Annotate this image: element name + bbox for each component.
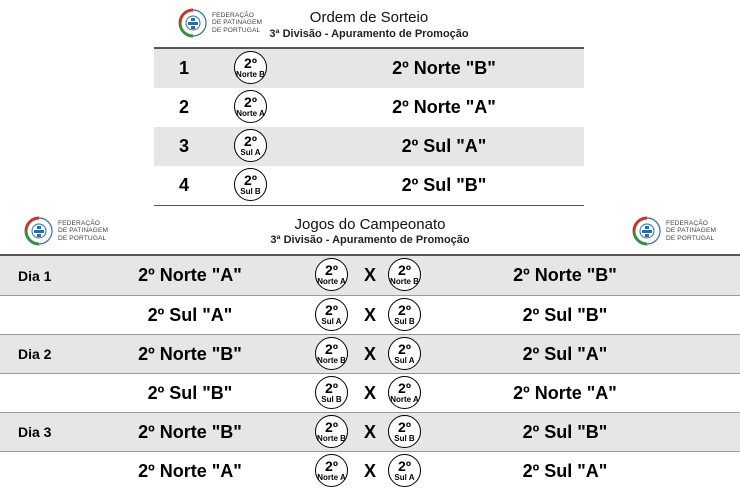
- draw-number: 3: [178, 136, 189, 156]
- games-list: [0, 256, 740, 490]
- away-badge-group: Norte B: [390, 277, 419, 286]
- draw-number: 1: [178, 58, 189, 78]
- games-subtitle: 3ª Divisão - Apuramento de Promoção: [270, 234, 470, 246]
- home-badge-wrap: [315, 376, 348, 409]
- away-badge-group: Norte A: [390, 395, 419, 404]
- game-home-team: 2º Norte "A": [138, 265, 242, 285]
- home-badge: [315, 454, 348, 487]
- draw-team-name: 2º Norte "A": [392, 97, 496, 117]
- draw-badge-wrap: [234, 51, 267, 84]
- home-badge-group: Norte B: [317, 434, 346, 443]
- away-badge: [388, 415, 421, 448]
- game-versus: X: [363, 460, 376, 481]
- draw-badge-rank: 2º: [244, 172, 257, 188]
- away-badge-wrap: [388, 298, 421, 331]
- draw-number: 4: [178, 175, 189, 195]
- game-away-team: 2º Norte "A": [513, 382, 617, 403]
- logo-line-3: DE PORTUGAL: [58, 234, 107, 242]
- draw-title: Ordem de Sorteio: [309, 9, 429, 26]
- home-badge-wrap: [315, 454, 348, 487]
- draw-badge-wrap: [234, 90, 267, 123]
- draw-badge-rank: 2º: [244, 94, 257, 110]
- logo-line-3: DE PORTUGAL: [212, 26, 261, 34]
- draw-badge-wrap: [234, 168, 267, 201]
- game-away-team: 2º Sul "A": [522, 343, 608, 364]
- draw-order-panel: [154, 0, 584, 206]
- draw-badge: [234, 168, 267, 201]
- away-badge: [388, 454, 421, 487]
- home-badge-rank: 2º: [325, 419, 338, 435]
- game-versus: X: [363, 265, 376, 285]
- game-row: [0, 295, 740, 334]
- away-badge: [388, 298, 421, 331]
- home-badge-wrap: [315, 337, 348, 370]
- logo-line-3: DE PORTUGAL: [666, 234, 715, 242]
- draw-row: [154, 127, 584, 166]
- logo-line-2: DE PATINAGEM: [58, 227, 109, 235]
- draw-header: [154, 0, 584, 49]
- home-badge-group: Sul A: [321, 317, 342, 326]
- away-badge: [388, 258, 421, 291]
- game-home-team: 2º Norte "B": [138, 343, 242, 364]
- draw-badge: [234, 51, 267, 84]
- game-away-team: 2º Sul "B": [522, 304, 608, 325]
- game-row: [0, 451, 740, 490]
- logo-line-2: DE PATINAGEM: [212, 19, 263, 27]
- away-badge-rank: 2º: [398, 458, 411, 474]
- game-home-team: 2º Sul "A": [147, 304, 233, 325]
- games-title: Jogos do Campeonato: [294, 216, 446, 233]
- draw-number: 2: [178, 97, 189, 117]
- home-badge-group: Norte B: [317, 356, 346, 365]
- away-badge: [388, 376, 421, 409]
- game-home-team: 2º Norte "A": [138, 460, 242, 481]
- game-day: Dia 1: [18, 267, 52, 284]
- game-versus: X: [363, 304, 376, 325]
- game-row: [0, 256, 740, 295]
- draw-row: [154, 49, 584, 88]
- away-badge-wrap: [388, 415, 421, 448]
- away-badge-rank: 2º: [398, 302, 411, 318]
- draw-team-name: 2º Sul "A": [401, 136, 487, 156]
- game-row: [0, 373, 740, 412]
- game-versus: X: [363, 343, 376, 364]
- home-badge-group: Sul B: [321, 395, 342, 404]
- away-badge-group: Sul B: [394, 317, 415, 326]
- logo-line-1: FEDERAÇÃO: [666, 219, 708, 227]
- logo-line-2: DE PATINAGEM: [666, 227, 717, 235]
- federation-logo-icon: [632, 216, 662, 246]
- home-badge-wrap: [315, 258, 348, 291]
- home-badge-rank: 2º: [325, 302, 338, 318]
- home-badge-group: Norte A: [317, 473, 346, 482]
- draw-badge-rank: 2º: [244, 55, 257, 71]
- draw-team-name: 2º Norte "B": [392, 58, 496, 78]
- game-row: [0, 412, 740, 451]
- draw-row: [154, 88, 584, 127]
- game-day: Dia 2: [18, 346, 52, 362]
- draw-subtitle: 3ª Divisão - Apuramento de Promoção: [269, 28, 469, 40]
- draw-badge-group: Norte B: [236, 70, 265, 79]
- home-badge: [315, 298, 348, 331]
- federation-logo-text-right: [666, 220, 716, 242]
- home-badge-rank: 2º: [325, 380, 338, 396]
- away-badge-wrap: [388, 337, 421, 370]
- draw-badge: [234, 90, 267, 123]
- draw-row: [154, 166, 584, 206]
- draw-badge-group: Norte A: [236, 109, 265, 118]
- draw-badge-wrap: [234, 129, 267, 162]
- game-day: Dia 3: [18, 424, 52, 440]
- game-versus: X: [363, 382, 376, 403]
- away-badge-wrap: [388, 454, 421, 487]
- game-away-team: 2º Sul "B": [522, 421, 608, 442]
- away-badge-wrap: [388, 376, 421, 409]
- logo-line-1: FEDERAÇÃO: [212, 11, 254, 19]
- draw-badge: [234, 129, 267, 162]
- federation-logo-right: [632, 216, 716, 246]
- home-badge: [315, 258, 348, 291]
- logo-line-1: FEDERAÇÃO: [58, 219, 100, 227]
- away-badge-wrap: [388, 258, 421, 291]
- home-badge-group: Norte A: [317, 277, 346, 286]
- game-away-team: 2º Sul "A": [522, 460, 608, 481]
- game-home-team: 2º Norte "B": [138, 421, 242, 442]
- home-badge-rank: 2º: [325, 341, 338, 357]
- away-badge-rank: 2º: [398, 380, 411, 396]
- away-badge-group: Sul A: [394, 356, 415, 365]
- home-badge-rank: 2º: [325, 458, 338, 474]
- draw-team-name: 2º Sul "B": [401, 175, 487, 195]
- games-header: [0, 207, 740, 256]
- home-badge: [315, 337, 348, 370]
- draw-badge-group: Sul B: [240, 187, 261, 196]
- away-badge-rank: 2º: [398, 262, 411, 278]
- home-badge-rank: 2º: [325, 262, 338, 278]
- away-badge-rank: 2º: [398, 419, 411, 435]
- game-home-team: 2º Sul "B": [147, 382, 233, 403]
- away-badge: [388, 337, 421, 370]
- home-badge-wrap: [315, 415, 348, 448]
- home-badge-wrap: [315, 298, 348, 331]
- draw-badge-group: Sul A: [240, 148, 261, 157]
- draw-badge-rank: 2º: [244, 133, 257, 149]
- draw-list: [154, 49, 584, 206]
- game-row: [0, 334, 740, 373]
- home-badge: [315, 376, 348, 409]
- game-versus: X: [363, 421, 376, 442]
- away-badge-group: Sul B: [394, 434, 415, 443]
- away-badge-rank: 2º: [398, 341, 411, 357]
- game-away-team: 2º Norte "B": [513, 265, 617, 285]
- away-badge-group: Sul A: [394, 473, 415, 482]
- home-badge: [315, 415, 348, 448]
- games-panel: [0, 207, 740, 494]
